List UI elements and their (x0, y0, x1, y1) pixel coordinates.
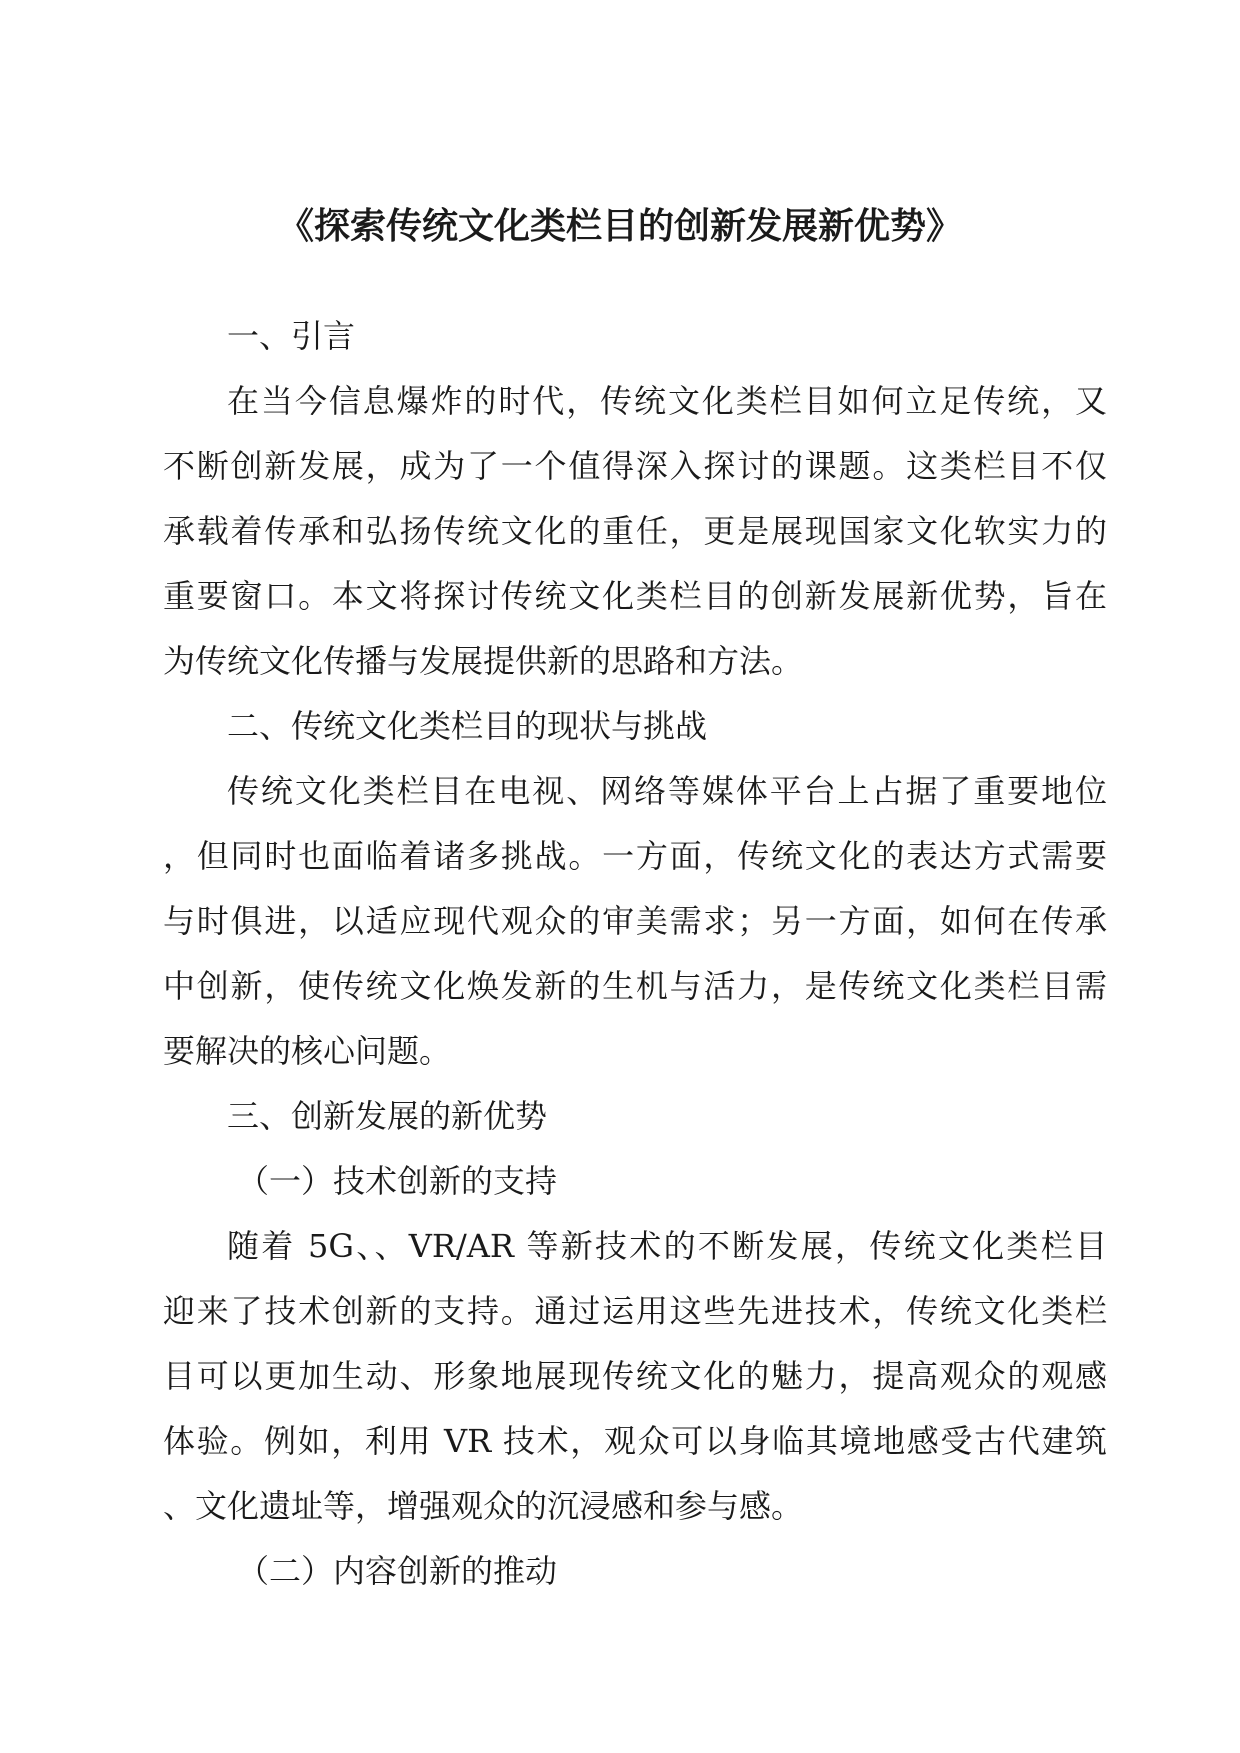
section-heading-introduction: 一、引言 (227, 317, 356, 355)
paragraph-line: 随着 5G、、VR/AR 等新技术的不断发展，传统文化类栏目 (227, 1227, 1107, 1265)
paragraph-line: 中创新，使传统文化焕发新的生机与活力，是传统文化类栏目需 (163, 967, 1107, 1005)
paragraph-line: 、文化遗址等，增强观众的沉浸感和参与感。 (163, 1487, 804, 1525)
section-heading-new-advantages: 三、创新发展的新优势 (227, 1097, 548, 1135)
document-title: 《探索传统文化类栏目的创新发展新优势》 (277, 205, 962, 247)
subsection-heading-content-innovation: （二）内容创新的推动 (237, 1552, 558, 1590)
section-heading-status-challenges: 二、传统文化类栏目的现状与挑战 (227, 707, 708, 745)
paragraph-line: 在当今信息爆炸的时代，传统文化类栏目如何立足传统，又 (227, 382, 1107, 420)
paragraph-line: 为传统文化传播与发展提供新的思路和方法。 (163, 642, 804, 680)
paragraph-line: ，但同时也面临着诸多挑战。一方面，传统文化的表达方式需要 (163, 837, 1107, 875)
paragraph-tech-innovation (163, 1214, 1107, 1539)
paragraph-line: 承载着传承和弘扬传统文化的重任，更是展现国家文化软实力的 (163, 512, 1107, 550)
paragraph-introduction (163, 369, 1107, 694)
document-body (163, 304, 1107, 1604)
paragraph-line: 不断创新发展，成为了一个值得深入探讨的课题。这类栏目不仅 (163, 447, 1107, 485)
paragraph-line: 迎来了技术创新的支持。通过运用这些先进技术，传统文化类栏 (163, 1292, 1107, 1330)
paragraph-line: 要解决的核心问题。 (163, 1032, 452, 1070)
paragraph-status-challenges (163, 759, 1107, 1084)
paragraph-line: 传统文化类栏目在电视、网络等媒体平台上占据了重要地位 (227, 772, 1107, 810)
paragraph-line: 目可以更加生动、形象地展现传统文化的魅力，提高观众的观感 (163, 1357, 1107, 1395)
subsection-heading-tech-innovation: （一）技术创新的支持 (237, 1162, 558, 1200)
paragraph-line: 与时俱进，以适应现代观众的审美需求；另一方面，如何在传承 (163, 902, 1107, 940)
paragraph-line: 体验。例如，利用 VR 技术，观众可以身临其境地感受古代建筑 (163, 1422, 1107, 1460)
paragraph-line: 重要窗口。本文将探讨传统文化类栏目的创新发展新优势，旨在 (163, 577, 1107, 615)
